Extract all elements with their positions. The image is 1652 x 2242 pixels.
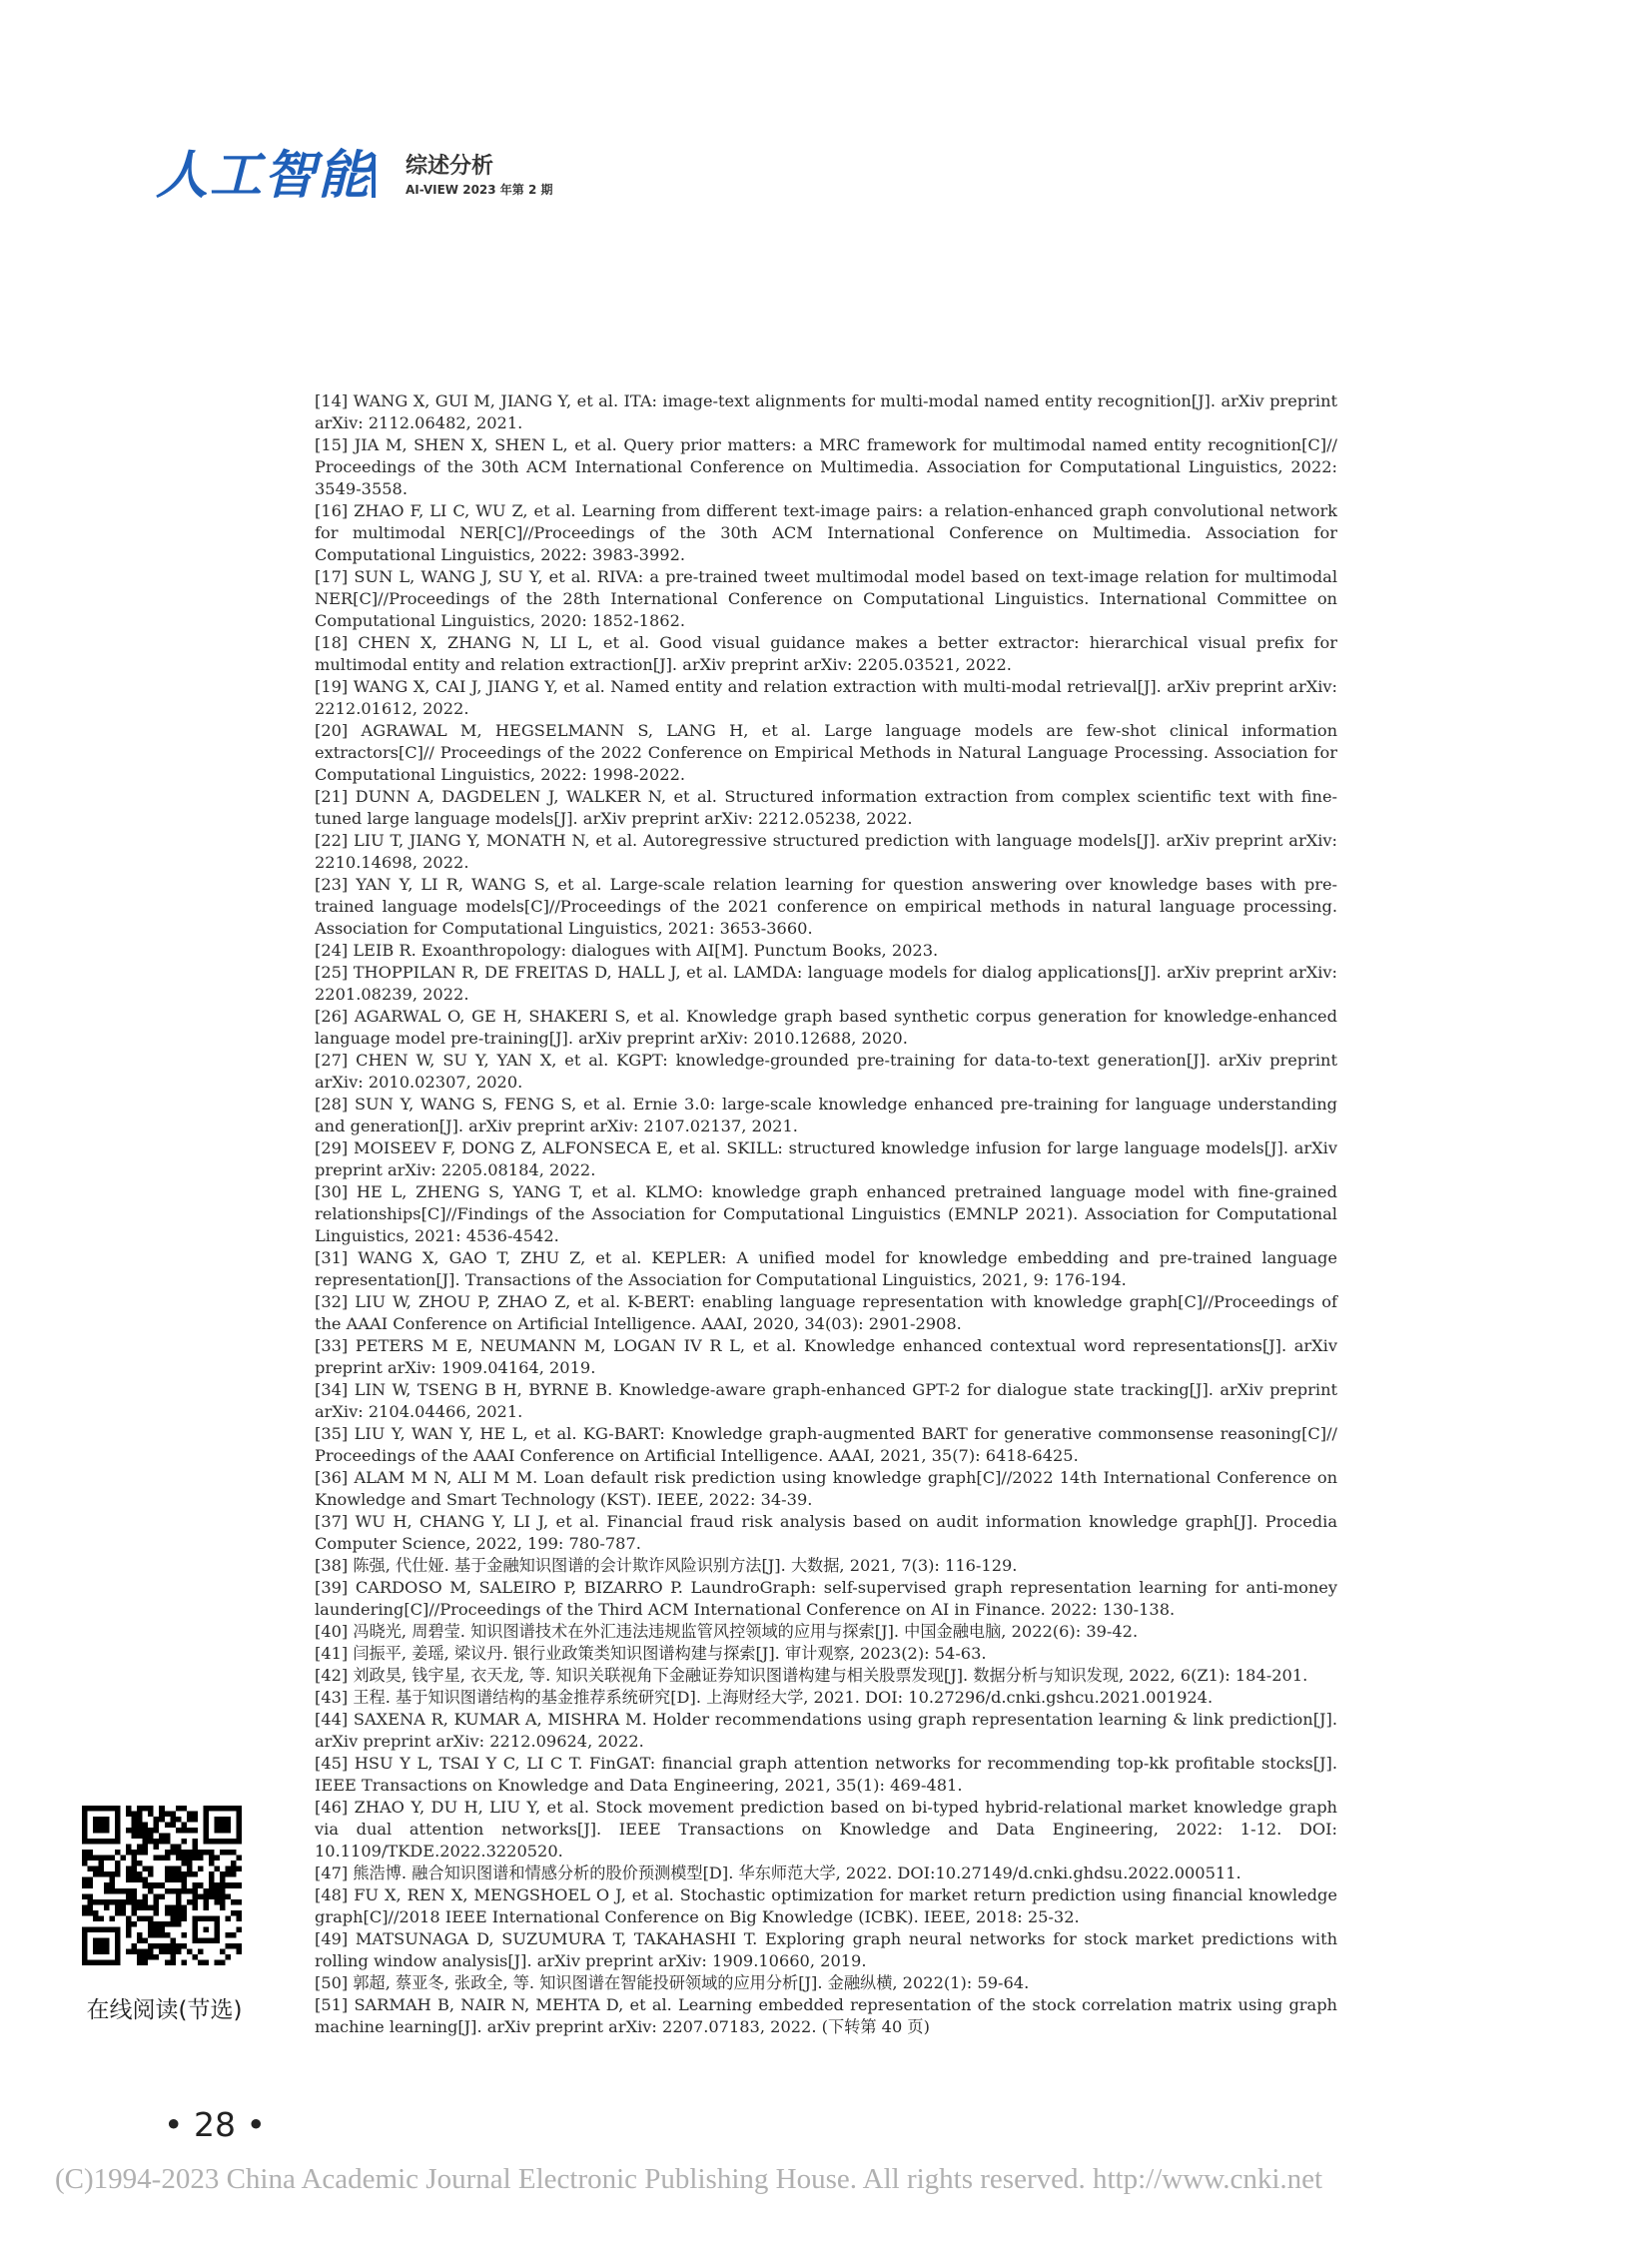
reference-item: [17] SUN L, WANG J, SU Y, et al. RIVA: a pre-trained tweet multimodal model based on text-image relation for multimodal NER[C]//Proceedings of the 28th International Conference on Computational Linguistics. International Committee on Computational Linguistics, 2020: 1852-1862. — [315, 567, 1337, 630]
reference-item: [47] 熊浩博. 融合知识图谱和情感分析的股价预测模型[D]. 华东师范大学, 2022. DOI:10.27149/d.cnki.ghdsu.2022.000511. — [315, 1864, 1241, 1882]
reference-item: [20] AGRAWAL M, HEGSELMANN S, LANG H, et al. Large language models are few-shot clinical information extractors[C]// Proceedings of the 2022 Conference on Empirical Methods in Natural Language Processing. Association for Computational Linguistics, 2022: 1998-2022. — [315, 721, 1337, 784]
reference-item: [26] AGARWAL O, GE H, SHAKERI S, et al. Knowledge graph based synthetic corpus generation for knowledge-enhanced language model pre-training[J]. arXiv preprint arXiv: 2010.12688, 2020. — [315, 1007, 1337, 1048]
reference-item: [42] 刘政昊, 钱宇星, 衣天龙, 等. 知识关联视角下金融证券知识图谱构建与相关股票发现[J]. 数据分析与知识发现, 2022, 6(Z1): 184-201. — [315, 1666, 1308, 1685]
reference-item: [35] LIU Y, WAN Y, HE L, et al. KG-BART: Knowledge graph-augmented BART for generative commonsense reasoning[C]// Proceedings of the AAAI Conference on Artificial Intelligence. AAAI, 2021, 35(7): 6418-6425. — [315, 1424, 1337, 1465]
reference-item: [34] LIN W, TSENG B H, BYRNE B. Knowledge-aware graph-enhanced GPT-2 for dialogue state tracking[J]. arXiv preprint arXiv: 2104.04466, 2021. — [315, 1380, 1337, 1421]
reference-item: [22] LIU T, JIANG Y, MONATH N, et al. Autoregressive structured prediction with language models[J]. arXiv preprint arXiv: 2210.14698, 2022. — [315, 831, 1337, 872]
reference-item: [43] 王程. 基于知识图谱结构的基金推荐系统研究[D]. 上海财经大学, 2021. DOI: 10.27296/d.cnki.gshcu.2021.001924. — [315, 1688, 1214, 1707]
reference-item: [45] HSU Y L, TSAI Y C, LI C T. FinGAT: financial graph attention networks for recommending top-kk profitable stocks[J]. IEEE Transactions on Knowledge and Data Engineering, 2021, 35(1): 469-481. — [315, 1754, 1337, 1795]
reference-item: [30] HE L, ZHENG S, YANG T, et al. KLMO: knowledge graph enhanced pretrained language model with fine-grained relationships[C]//Findings of the Association for Computational Linguistics (EMNLP 2021). Association for Computational Linguistics, 2021: 4536-4542. — [315, 1182, 1337, 1245]
reference-item: [16] ZHAO F, LI C, WU Z, et al. Learning from different text-image pairs: a relation-enhanced graph convolutional network for multimodal NER[C]//Proceedings of the 30th ACM International Conference on Multimedia. Association for Computational Linguistics, 2022: 3983-3992. — [315, 501, 1337, 564]
reference-item: [33] PETERS M E, NEUMANN M, LOGAN IV R L, et al. Knowledge enhanced contextual word representations[J]. arXiv preprint arXiv: 1909.04164, 2019. — [315, 1336, 1337, 1377]
reference-item: [24] LEIB R. Exoanthropology: dialogues with AI[M]. Punctum Books, 2023. — [315, 941, 939, 960]
reference-item: [28] SUN Y, WANG S, FENG S, et al. Ernie 3.0: large-scale knowledge enhanced pre-training for language understanding and generation[J]. arXiv preprint arXiv: 2107.02137, 2021. — [315, 1095, 1337, 1135]
issue-line: AI-VIEW 2023 年第 2 期 — [406, 183, 553, 197]
reference-item: [36] ALAM M N, ALI M M. Loan default risk prediction using knowledge graph[C]//2022 14th International Conference on Knowledge and Smart Technology (KST). IEEE, 2022: 34-39. — [315, 1468, 1337, 1509]
reference-item: [40] 冯晓光, 周碧莹. 知识图谱技术在外汇违法违规监管风控领域的应用与探索[J]. 中国金融电脑, 2022(6): 39-42. — [315, 1622, 1139, 1641]
reference-item: [25] THOPPILAN R, DE FREITAS D, HALL J, et al. LAMDA: language models for dialog applications[J]. arXiv preprint arXiv: 2201.08239, 2022. — [315, 963, 1337, 1004]
reference-item: [44] SAXENA R, KUMAR A, MISHRA M. Holder recommendations using graph representation learning & link prediction[J]. arXiv preprint arXiv: 2212.09624, 2022. — [315, 1710, 1337, 1751]
reference-item: [21] DUNN A, DAGDELEN J, WALKER N, et al. Structured information extraction from complex scientific text with fine-tuned large language models[J]. arXiv preprint arXiv: 2212.05238, 2022. — [315, 787, 1337, 828]
reference-item: [29] MOISEEV F, DONG Z, ALFONSECA E, et al. SKILL: structured knowledge infusion for large language models[J]. arXiv preprint arXiv: 2205.08184, 2022. — [315, 1138, 1337, 1179]
reference-item: [23] YAN Y, LI R, WANG S, et al. Large-scale relation learning for question answering over knowledge bases with pre-trained language models[C]//Proceedings of the 2021 conference on empirical methods in natural language processing. Association for Computational Linguistics, 2021: 3653-3660. — [315, 875, 1337, 938]
reference-item: [41] 闫振平, 姜瑶, 梁议丹. 银行业政策类知识图谱构建与探索[J]. 审计观察, 2023(2): 54-63. — [315, 1644, 987, 1663]
reference-item: [15] JIA M, SHEN X, SHEN L, et al. Query prior matters: a MRC framework for multimodal named entity recognition[C]// Proceedings of the 30th ACM International Conference on Multimedia. Association for Computational Linguistics, 2022: 3549-3558. — [315, 435, 1337, 498]
header-divider — [372, 156, 376, 198]
reference-item: [31] WANG X, GAO T, ZHU Z, et al. KEPLER: A unified model for knowledge embedding and pre-trained language representation[J]. Transactions of the Association for Computational Linguistics, 2021, 9: 176-194. — [315, 1248, 1337, 1289]
reference-item: [39] CARDOSO M, SALEIRO P, BIZARRO P. LaundroGraph: self-supervised graph representation learning for anti-money laundering[C]//Proceedings of the Third ACM International Conference on AI in Finance. 2022: 130-138. — [315, 1578, 1337, 1619]
journal-logo: 人工智能 — [156, 146, 373, 206]
section-title: 综述分析 — [406, 154, 494, 179]
reference-item: [50] 郭超, 蔡亚冬, 张政全, 等. 知识图谱在智能投研领域的应用分析[J]. 金融纵横, 2022(1): 59-64. — [315, 1973, 1030, 1992]
reference-item: [51] SARMAH B, NAIR N, MEHTA D, et al. Learning embedded representation of the stock correlation matrix using graph machine learning[J]. arXiv preprint arXiv: 2207.07183, 2022. (下转第 40 页) — [315, 1995, 1337, 2036]
reference-item: [37] WU H, CHANG Y, LI J, et al. Financial fraud risk analysis based on audit information knowledge graph[J]. Procedia Computer Science, 2022, 199: 780-787. — [315, 1512, 1337, 1553]
reference-item: [38] 陈强, 代仕娅. 基于金融知识图谱的会计欺诈风险识别方法[J]. 大数据, 2021, 7(3): 116-129. — [315, 1556, 1018, 1575]
reference-item: [27] CHEN W, SU Y, YAN X, et al. KGPT: knowledge-grounded pre-training for data-to-text generation[J]. arXiv preprint arXiv: 2010.02307, 2020. — [315, 1051, 1337, 1092]
reference-item: [18] CHEN X, ZHANG N, LI L, et al. Good visual guidance makes a better extractor: hierarchical visual prefix for multimodal entity and relation extraction[J]. arXiv preprint arXiv: 2205.03521, 2022. — [315, 633, 1337, 674]
page-number: • 28 • — [164, 2105, 266, 2144]
reference-item: [19] WANG X, CAI J, JIANG Y, et al. Named entity and relation extraction with multi-modal retrieval[J]. arXiv preprint arXiv: 2212.01612, 2022. — [315, 677, 1337, 718]
reference-item: [14] WANG X, GUI M, JIANG Y, et al. ITA: image-text alignments for multi-modal named entity recognition[J]. arXiv preprint arXiv: 2112.06482, 2021. — [315, 391, 1337, 432]
reference-item: [46] ZHAO Y, DU H, LIU Y, et al. Stock movement prediction based on bi-typed hybrid-relational market knowledge graph via dual attention networks[J]. IEEE Transactions on Knowledge and Data Engineering, 2022: 1-12. DOI: 10.1109/TKDE.2022.3220520. — [315, 1798, 1337, 1861]
reference-list — [315, 390, 1337, 2038]
qr-code-icon[interactable] — [82, 1806, 242, 1965]
copyright-watermark: (C)1994-2023 China Academic Journal Electronic Publishing House. All rights reserved. http://www.cnki.net — [55, 2163, 1323, 2195]
qr-caption: 在线阅读(节选) — [86, 1997, 243, 2023]
reference-item: [48] FU X, REN X, MENGSHOEL O J, et al. Stochastic optimization for market return prediction using financial knowledge graph[C]//2018 IEEE International Conference on Big Knowledge (ICBK). IEEE, 2018: 25-32. — [315, 1885, 1337, 1926]
reference-item: [49] MATSUNAGA D, SUZUMURA T, TAKAHASHI T. Exploring graph neural networks for stock market predictions with rolling window analysis[J]. arXiv preprint arXiv: 1909.10660, 2019. — [315, 1929, 1337, 1970]
reference-item: [32] LIU W, ZHOU P, ZHAO Z, et al. K-BERT: enabling language representation with knowledge graph[C]//Proceedings of the AAAI Conference on Artificial Intelligence. AAAI, 2020, 34(03): 2901-2908. — [315, 1292, 1337, 1333]
